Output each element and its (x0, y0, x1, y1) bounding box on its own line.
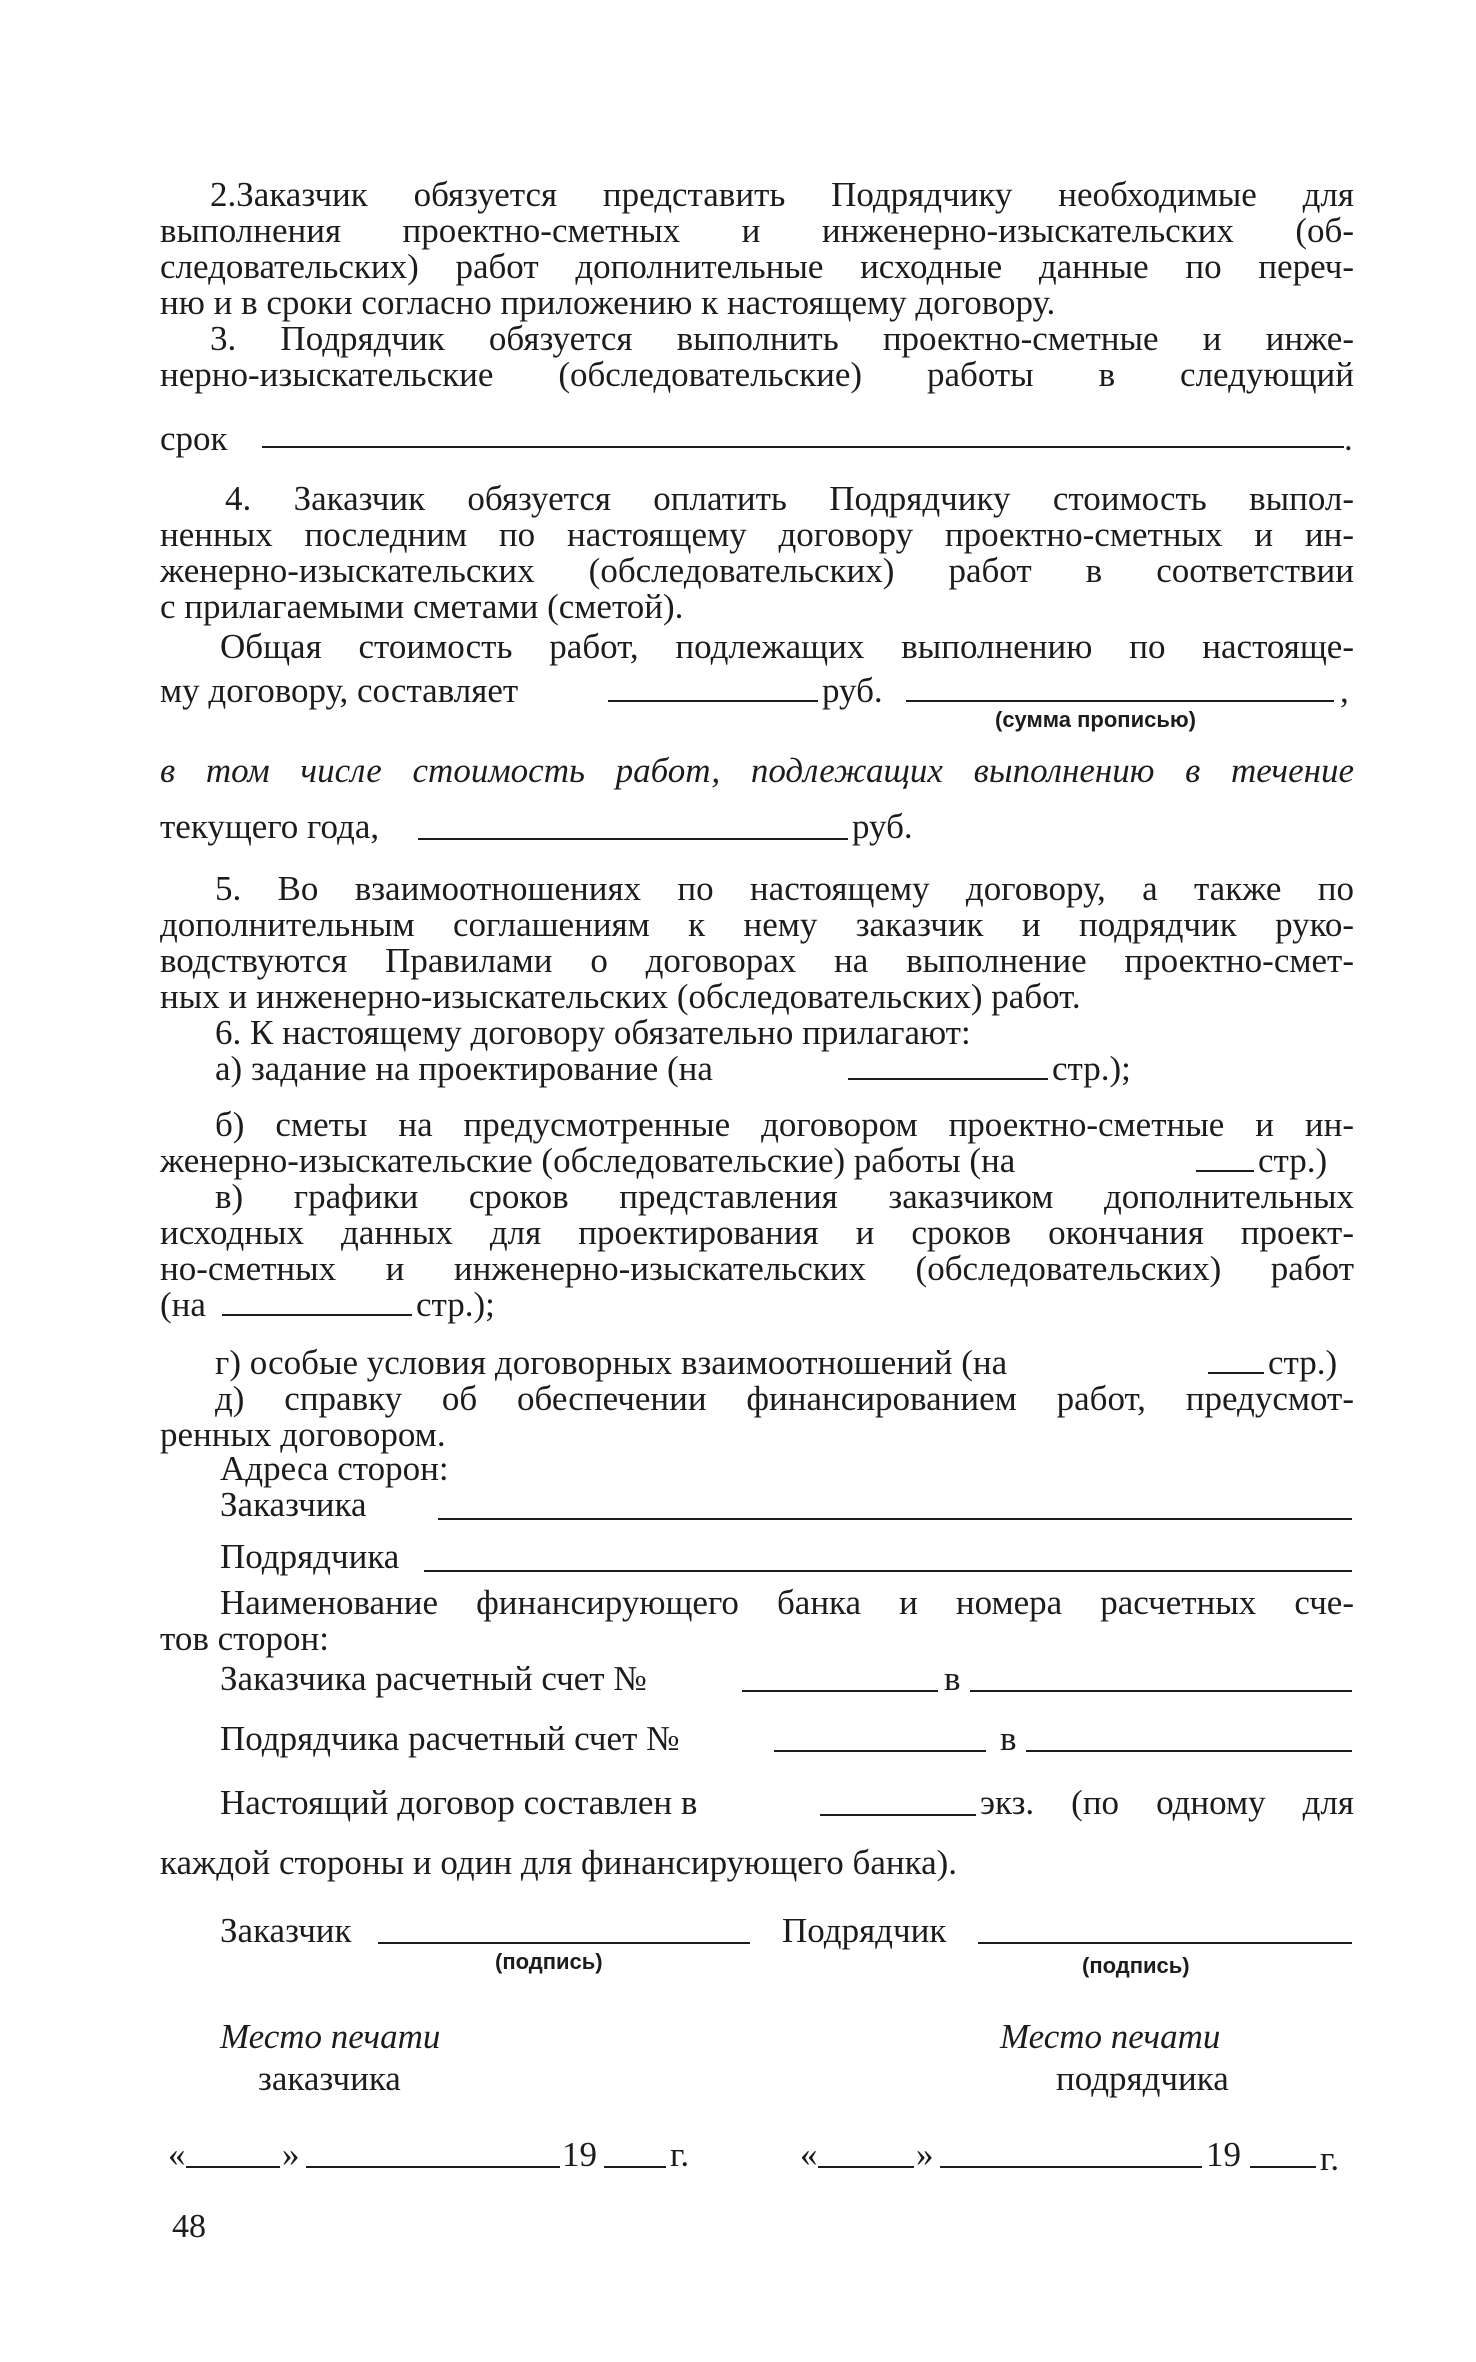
copies-line-2: каждой стороны и один для финансирующего банка). (160, 1843, 958, 1882)
date-right-year-prefix: 19 (1206, 2135, 1241, 2174)
p4-line-3: женерно-изыскательских (обследовательских) работ в соответствии (160, 551, 1354, 590)
bank-contractor-v: в (1000, 1719, 1017, 1758)
bank-customer-account-blank (742, 1690, 938, 1692)
date-right-open-quote: « (800, 2135, 818, 2174)
p6-v-blank (222, 1314, 412, 1316)
p4-total-words-blank (906, 700, 1334, 702)
p2-line-3: следовательских) работ дополнительные исходные данные по переч- (160, 247, 1354, 286)
addr-contractor-label: Подрядчика (220, 1537, 400, 1576)
p6-a-blank (848, 1078, 1048, 1080)
addr-customer-blank (438, 1518, 1352, 1520)
p6-a-label: а) задание на проектирование (на (215, 1049, 713, 1088)
p4-sum-caption: (сумма прописью) (995, 707, 1196, 732)
date-left-g: г. (670, 2135, 690, 2174)
p6-v-line-4: (на (160, 1285, 206, 1324)
seal-customer-line-1: Место печати (220, 2017, 441, 2056)
seal-contractor-line-2: подрядчика (1056, 2059, 1229, 2098)
date-left-day-blank (186, 2166, 280, 2168)
addr-contractor-blank (424, 1570, 1352, 1572)
sign-contractor-caption: (подпись) (1082, 1953, 1190, 1978)
p6-b-line-2: женерно-изыскательские (обследовательские) работы (на (160, 1141, 1016, 1180)
p2-line-2: выполнения проектно-сметных и инженерно-изыскательских (об- (160, 211, 1354, 250)
date-left-year-prefix: 19 (562, 2135, 597, 2174)
sign-customer-label: Заказчик (220, 1911, 352, 1950)
bank-line-1: Наименование финансирующего банка и номера расчетных сче- (220, 1583, 1354, 1622)
copies-label: Настоящий договор составлен в (220, 1783, 698, 1822)
p6-g-suffix: стр.) (1268, 1343, 1338, 1382)
p5-line-3: водствуются Правилами о договорах на выполнение проектно-смет- (160, 941, 1354, 980)
bank-customer-bank-blank (970, 1690, 1352, 1692)
sign-contractor-label: Подрядчик (782, 1911, 947, 1950)
date-left-month-blank (306, 2166, 560, 2168)
p4-current-year-blank (418, 838, 848, 840)
p5-line-2: дополнительным соглашениям к нему заказчик и подрядчик руко- (160, 905, 1354, 944)
p6-b-suffix: стр.) (1258, 1141, 1328, 1180)
sign-customer-caption: (подпись) (495, 1949, 603, 1974)
p4-current-year-label: текущего года, (160, 807, 380, 846)
bank-contractor-label: Подрядчика расчетный счет № (220, 1719, 680, 1758)
p5-line-1: 5. Во взаимоотношениях по настоящему договору, а также по (215, 869, 1354, 908)
p4-total-amount-blank (608, 700, 818, 702)
date-right-month-blank (940, 2166, 1202, 2168)
bank-customer-v: в (944, 1659, 961, 1698)
bank-customer-label: Заказчика расчетный счет № (220, 1659, 647, 1698)
p3-line-1: 3. Подрядчик обязуется выполнить проектно-сметные и инже- (210, 319, 1354, 358)
page-number: 48 (172, 2208, 206, 2245)
p6-v-line-2: исходных данных для проектирования и сроков окончания проект- (160, 1213, 1354, 1252)
p6-b-blank (1196, 1170, 1254, 1172)
p4-line-2: ненных последним по настоящему договору проектно-сметных и ин- (160, 515, 1354, 554)
bank-line-2: тов сторон: (160, 1619, 329, 1658)
p6-g-blank (1208, 1372, 1264, 1374)
date-left-open-quote: « (168, 2135, 186, 2174)
p4-line-7: в том числе стоимость работ, подлежащих выполнению в течение (160, 751, 1354, 790)
p6-line-1: 6. К настоящему договору обязательно прилагают: (215, 1013, 971, 1052)
addr-customer-label: Заказчика (220, 1485, 367, 1524)
p4-line-1: 4. Заказчик обязуется оплатить Подрядчику стоимость выпол- (225, 479, 1354, 518)
p4-current-year-rub: руб. (852, 807, 913, 846)
p3-srok-blank (262, 446, 1344, 448)
p4-line-4: с прилагаемыми сметами (сметой). (160, 587, 684, 626)
p3-dot: . (1344, 419, 1353, 458)
sign-customer-blank (378, 1942, 750, 1944)
date-left-close-quote: » (282, 2135, 300, 2174)
p6-a-suffix: стр.); (1052, 1049, 1131, 1088)
bank-contractor-bank-blank (1026, 1750, 1352, 1752)
p4-line-5: Общая стоимость работ, подлежащих выполнению по настояще- (220, 627, 1354, 666)
p4-rub-label: руб. (822, 671, 883, 710)
p3-line-2: нерно-изыскательские (обследовательские) работы в следующий (160, 355, 1354, 394)
addr-title: Адреса сторон: (220, 1449, 449, 1488)
p4-comma: , (1340, 671, 1349, 710)
p6-d-line-1: д) справку об обеспечении финансированием работ, предусмот- (215, 1379, 1354, 1418)
seal-customer-line-2: заказчика (258, 2059, 401, 2098)
date-right-year-blank (1250, 2166, 1316, 2168)
seal-contractor-line-1: Место печати (1000, 2017, 1221, 2056)
bank-contractor-account-blank (774, 1750, 986, 1752)
p2-line-1: 2.Заказчик обязуется представить Подрядчику необходимые для (210, 175, 1354, 214)
p6-v-line-1: в) графики сроков представления заказчиком дополнительных (215, 1177, 1354, 1216)
p2-line-4: ню и в сроки согласно приложению к настоящему договору. (160, 283, 1056, 322)
date-right-g: г. (1320, 2139, 1340, 2178)
p6-d-line-2: ренных договором. (160, 1415, 446, 1454)
p3-srok-label: срок (160, 419, 228, 458)
copies-blank (820, 1814, 976, 1816)
p6-b-line-1: б) сметы на предусмотренные договором проектно-сметные и ин- (215, 1105, 1354, 1144)
date-left-year-blank (604, 2166, 666, 2168)
date-right-day-blank (818, 2166, 914, 2168)
p5-line-4: ных и инженерно-изыскательских (обследовательских) работ. (160, 977, 1081, 1016)
p6-v-suffix: стр.); (416, 1285, 495, 1324)
date-right-close-quote: » (916, 2135, 934, 2174)
sign-contractor-blank (978, 1942, 1352, 1944)
p4-total-label: му договору, составляет (160, 671, 519, 710)
p6-v-line-3: но-сметных и инженерно-изыскательских (обследовательских) работ (160, 1249, 1354, 1288)
copies-suffix: экз. (по одному для (980, 1783, 1354, 1822)
p6-g-line: г) особые условия договорных взаимоотношений (на (215, 1343, 1008, 1382)
